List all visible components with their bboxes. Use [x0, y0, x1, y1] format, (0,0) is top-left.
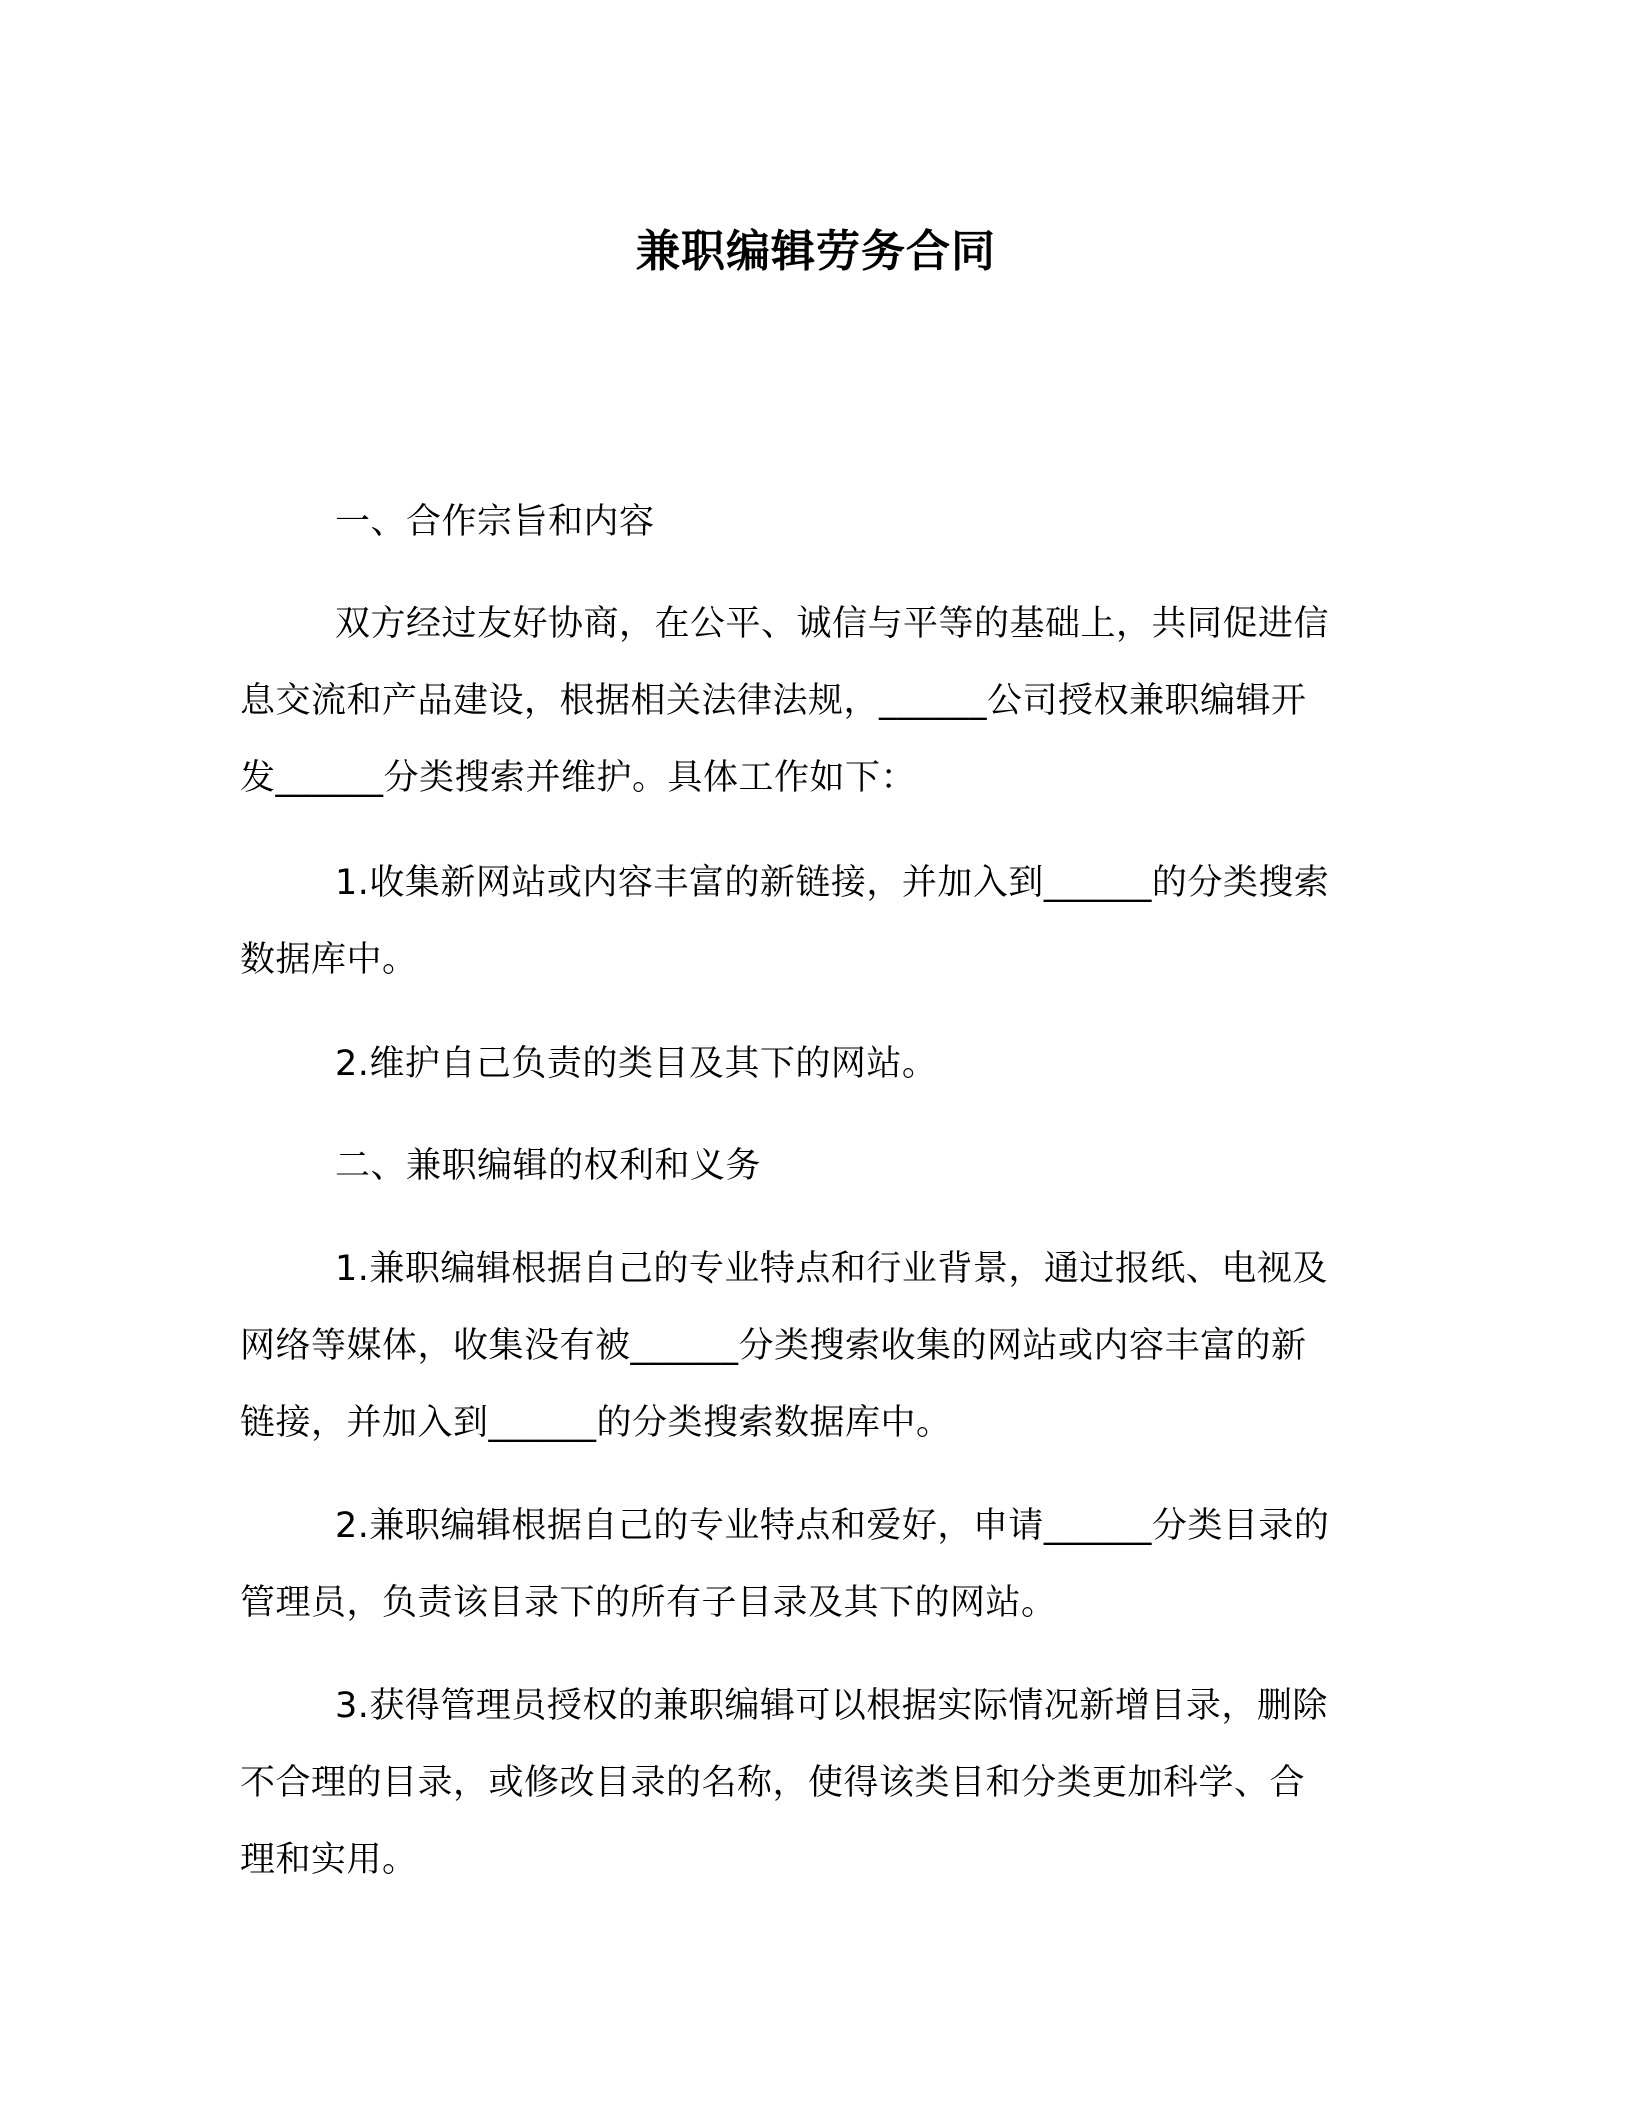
paragraph-line: 网络等媒体，收集没有被______分类搜索收集的网站或内容丰富的新: [240, 1326, 1307, 1366]
section-1-item-1-paragraph: [240, 845, 1392, 999]
section-2-heading: [240, 1128, 1392, 1205]
paragraph-line: 1.收集新网站或内容丰富的新链接，并加入到______的分类搜索: [335, 863, 1330, 903]
section-heading-text: 一、合作宗旨和内容: [335, 502, 655, 542]
section-heading-text: 二、兼职编辑的权利和义务: [335, 1146, 762, 1186]
paragraph-line: 2.维护自己负责的类目及其下的网站。: [335, 1044, 938, 1084]
paragraph-line: 1.兼职编辑根据自己的专业特点和行业背景，通过报纸、电视及: [335, 1249, 1328, 1289]
paragraph-line: 3.获得管理员授权的兼职编辑可以根据实际情况新增目录，删除: [335, 1686, 1328, 1726]
section-2-item-3-paragraph: [240, 1668, 1392, 1899]
section-1-heading: [240, 484, 1392, 561]
paragraph-line: 双方经过友好协商，在公平、诚信与平等的基础上，共同促进信: [335, 604, 1330, 644]
paragraph-line: 管理员，负责该目录下的所有子目录及其下的网站。: [240, 1583, 1057, 1623]
document-title: 兼职编辑劳务合同: [636, 226, 996, 277]
paragraph-line: 2.兼职编辑根据自己的专业特点和爱好，申请______分类目录的: [335, 1506, 1330, 1546]
section-1-intro-paragraph: [240, 586, 1392, 817]
section-1-item-2-paragraph: [240, 1026, 1392, 1103]
paragraph-line: 息交流和产品建设，根据相关法律法规，______公司授权兼职编辑开: [240, 681, 1307, 721]
paragraph-line: 不合理的目录，或修改目录的名称，使得该类目和分类更加科学、合: [240, 1763, 1306, 1803]
paragraph-line: 理和实用。: [240, 1840, 418, 1880]
paragraph-line: 链接，并加入到______的分类搜索数据库中。: [240, 1403, 952, 1443]
paragraph-line: 发______分类搜索并维护。具体工作如下：: [240, 758, 917, 798]
paragraph-line: 数据库中。: [240, 940, 418, 980]
section-2-item-1-paragraph: [240, 1231, 1392, 1462]
section-2-item-2-paragraph: [240, 1488, 1392, 1642]
